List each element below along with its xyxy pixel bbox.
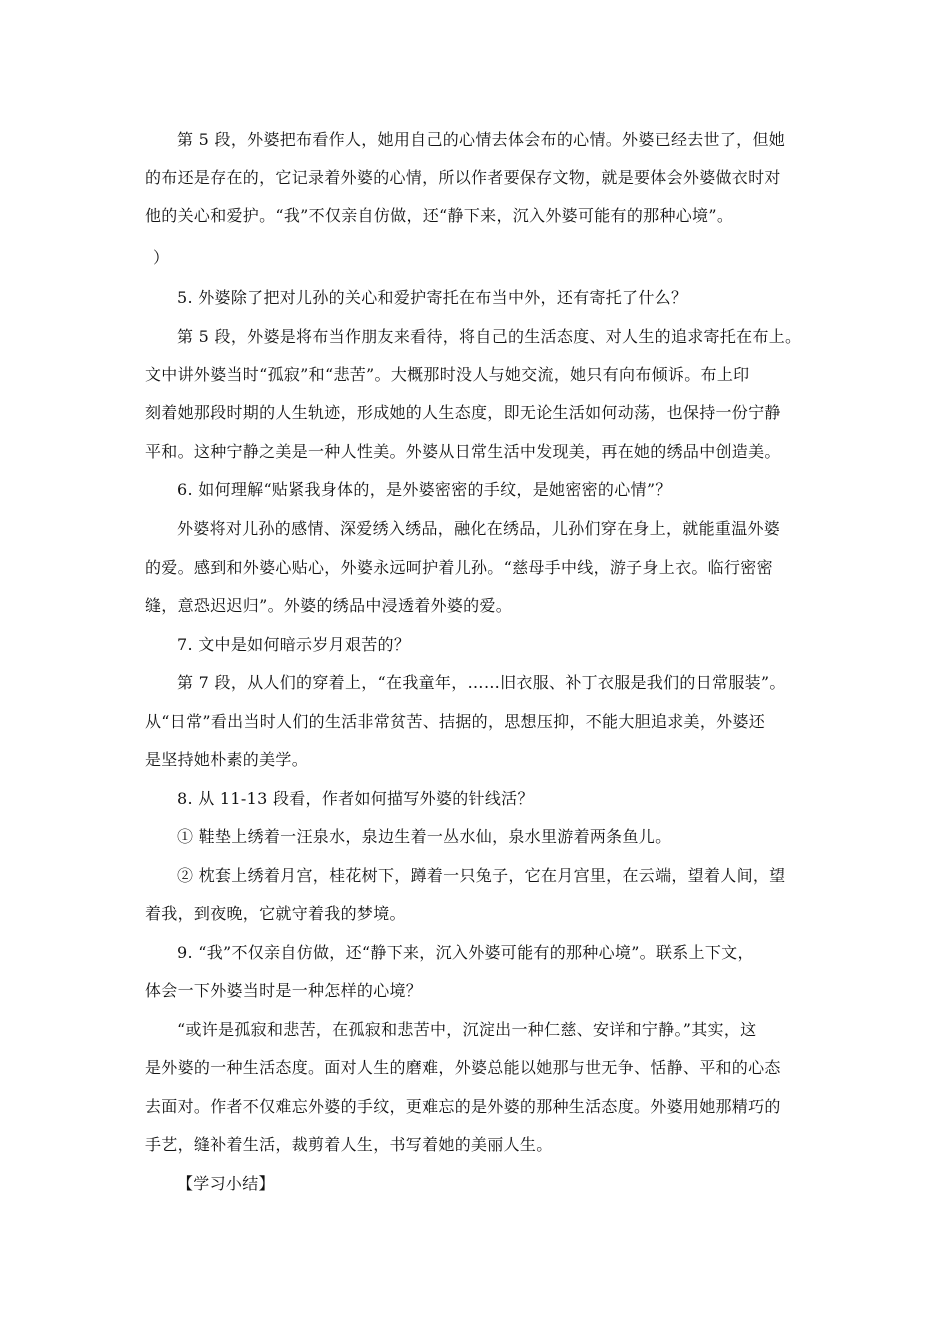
answer-line: ② 枕套上绣着月宫，桂花树下，蹲着一只兔子，它在月宫里，在云端，望着人间，望 bbox=[177, 866, 786, 885]
section-heading-study-summary: 【学习小结】 bbox=[177, 1174, 275, 1193]
answer-line: “或许是孤寂和悲苦，在孤寂和悲苦中，沉淀出一种仁慈、安详和宁静。”其实，这 bbox=[177, 1020, 757, 1039]
paragraph-line: 第 5 段，外婆把布看作人，她用自己的心情去体会布的心情。外婆已经去世了，但她 bbox=[177, 130, 786, 149]
answer-line: 的爱。感到和外婆心贴心，外婆永远呵护着儿孙。“慈母手中线，游子身上衣。临行密密 bbox=[145, 558, 773, 577]
paragraph-line: 他的关心和爱护。“我”不仅亲自仿做，还“静下来，沉入外婆可能有的那种心境”。 bbox=[145, 206, 734, 225]
answer-line: 第 7 段，从人们的穿着上，“在我童年，……旧衣服、补丁衣服是我们的日常服装”。 bbox=[177, 673, 786, 692]
answer-line: 着我，到夜晚，它就守着我的梦境。 bbox=[145, 904, 406, 923]
answer-line: 是外婆的一种生活态度。面对人生的磨难，外婆总能以她那与世无争、恬静、平和的心态 bbox=[145, 1058, 781, 1077]
answer-line: 是坚持她朴素的美学。 bbox=[145, 750, 309, 769]
question-9-cont: 体会一下外婆当时是一种怎样的心境？ bbox=[145, 981, 423, 1000]
answer-line: 去面对。作者不仅难忘外婆的手纹，更难忘的是外婆的那种生活态度。外婆用她那精巧的 bbox=[145, 1097, 781, 1116]
answer-line: 平和。这种宁静之美是一种人性美。外婆从日常生活中发现美，再在她的绣品中创造美。 bbox=[145, 442, 781, 461]
question-6: 6. 如何理解“贴紧我身体的，是外婆密密的手纹，是她密密的心情”？ bbox=[177, 480, 672, 499]
answer-line: ① 鞋垫上绣着一汪泉水，泉边生着一丛水仙，泉水里游着两条鱼儿。 bbox=[177, 827, 672, 846]
answer-line: 第 5 段，外婆是将布当作朋友来看待，将自己的生活态度、对人生的追求寄托在布上。 bbox=[177, 327, 802, 346]
answer-line: 外婆将对儿孙的感情、深爱绣入绣品，融化在绣品，儿孙们穿在身上，就能重温外婆 bbox=[177, 519, 781, 538]
answer-line: 文中讲外婆当时“孤寂”和“悲苦”。大概那时没人与她交流，她只有向布倾诉。布上印 bbox=[145, 365, 750, 384]
question-7: 7. 文中是如何暗示岁月艰苦的？ bbox=[177, 635, 411, 654]
question-9: 9. “我”不仅亲自仿做，还“静下来，沉入外婆可能有的那种心境”。联系上下文， bbox=[177, 943, 754, 962]
question-8: 8. 从 11-13 段看，作者如何描写外婆的针线活？ bbox=[177, 789, 534, 808]
answer-line: 从“日常”看出当时人们的生活非常贫苦、拮据的，思想压抑，不能大胆追求美，外婆还 bbox=[145, 712, 766, 731]
paragraph-line: 的布还是存在的，它记录着外婆的心情，所以作者要保存文物，就是要体会外婆做衣时对 bbox=[145, 168, 781, 187]
answer-line: 刻着她那段时期的人生轨迹，形成她的人生态度，即无论生活如何动荡，也保持一份宁静 bbox=[145, 403, 781, 422]
question-5: 5. 外婆除了把对儿孙的关心和爱护寄托在布当中外，还有寄托了什么？ bbox=[177, 288, 688, 307]
answer-line: 缝，意恐迟迟归”。外婆的绣品中浸透着外婆的爱。 bbox=[145, 596, 513, 615]
answer-line: 手艺，缝补着生活，裁剪着人生，书写着她的美丽人生。 bbox=[145, 1135, 553, 1154]
paragraph-line: ） bbox=[153, 248, 170, 267]
